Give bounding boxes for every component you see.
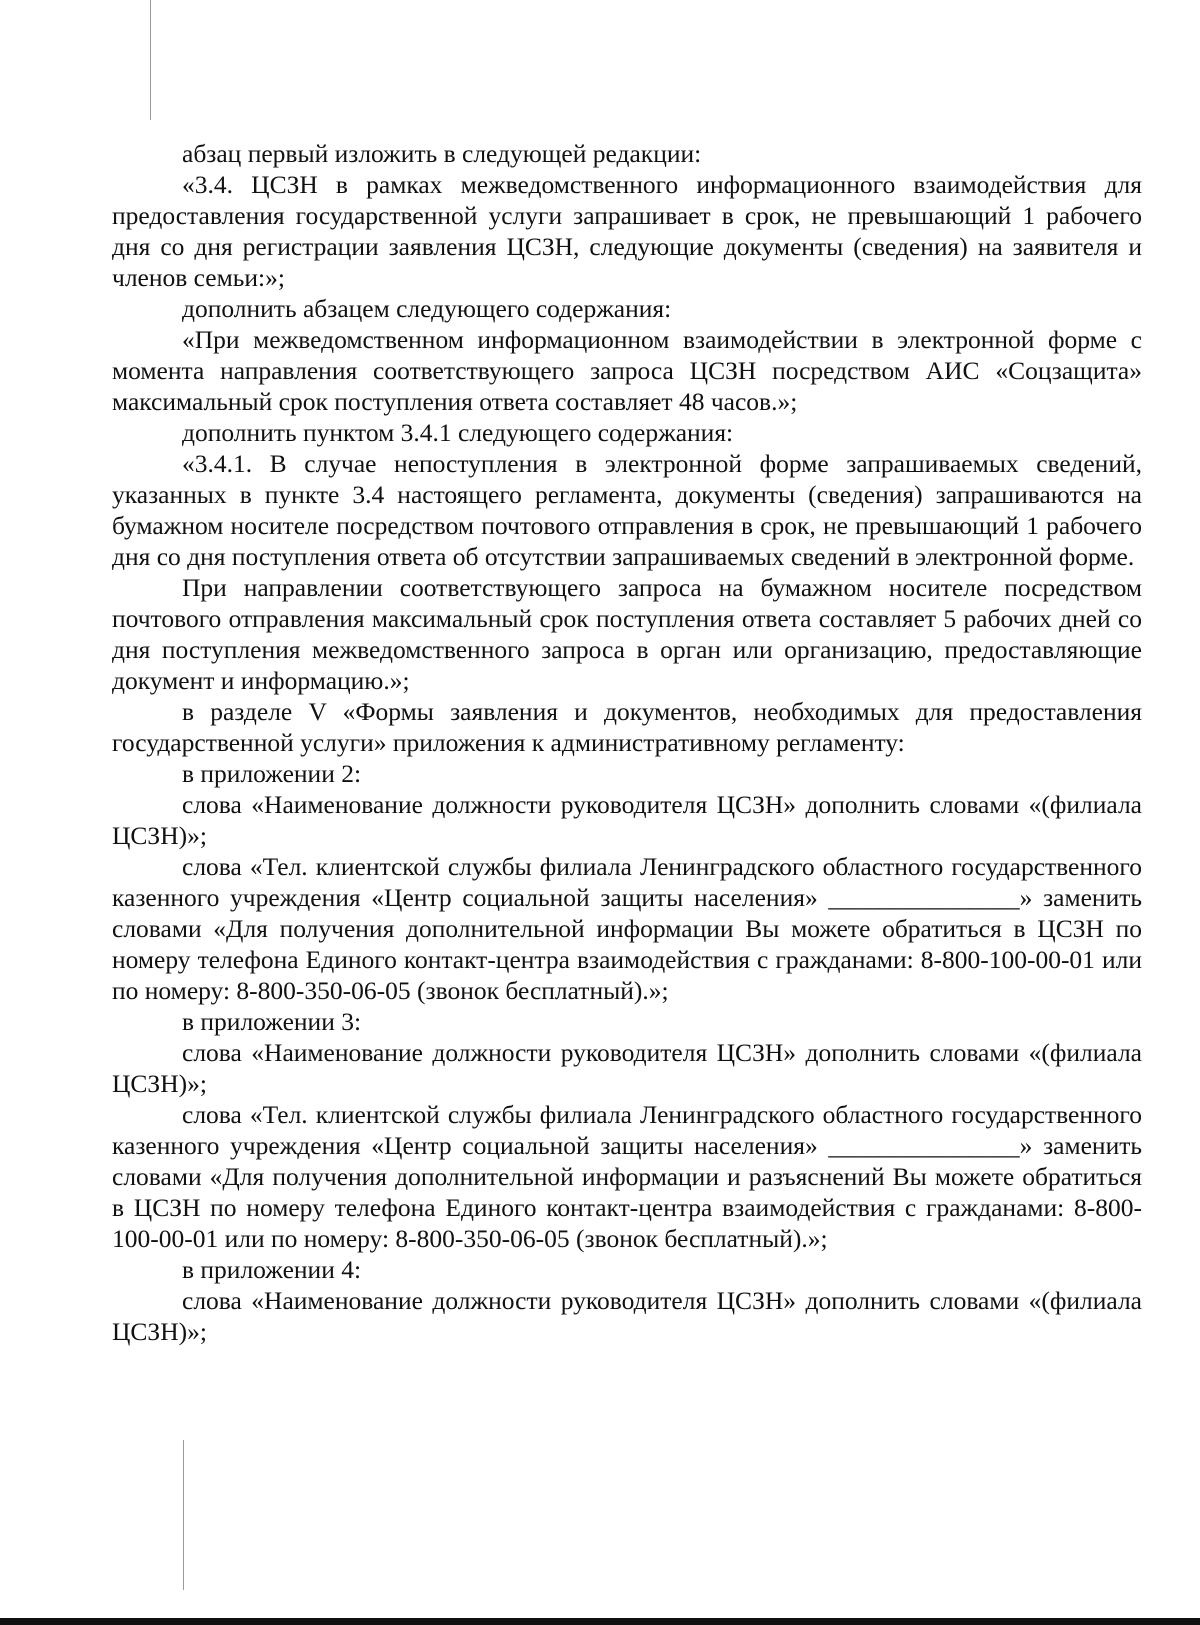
- paragraph-8: в разделе V «Формы заявления и документов, необходимых для предоставления государственной услуги» приложения к административному регламенту:: [112, 697, 1142, 757]
- paragraph-13: слова «Наименование должности руководителя ЦСЗН» дополнить словами «(филиала ЦСЗН)»;: [112, 1038, 1142, 1098]
- paragraph-9: в приложении 2:: [182, 759, 362, 788]
- scan-bottom-edge: [0, 1618, 1200, 1625]
- paragraph-15: в приложении 4:: [182, 1255, 362, 1284]
- paragraph-1: абзац первый изложить в следующей редакции:: [182, 139, 702, 168]
- scan-artifact-line: [183, 1440, 184, 1590]
- paragraph-4: «При межведомственном информационном взаимодействии в электронной форме с момента направления соответствующего запроса ЦСЗН посредством АИС «Соцзащита» максимальный срок поступления ответа составляет 48 часов.»;: [112, 325, 1142, 416]
- paragraph-3: дополнить абзацем следующего содержания:: [182, 294, 672, 323]
- paragraph-14: слова «Тел. клиентской службы филиала Ленинградского областного государственного казенного учреждения «Центр социальной защиты населения» _______________» заменить словами «Для получения дополнительной информации и разъяснений Вы можете обратиться в ЦСЗН по номеру телефона Единого контакт-центра взаимодействия с гражданами: 8-800-100-00-01 или по номеру: 8-800-350-06-05 (звонок бесплатный).»;: [112, 1100, 1142, 1253]
- paragraph-6: «3.4.1. В случае непоступления в электронной форме запрашиваемых сведений, указанных в пункте 3.4 настоящего регламента, документы (сведения) запрашиваются на бумажном носителе посредством почтового отправления в срок, не превышающий 1 рабочего дня со дня поступления ответа об отсутствии запрашиваемых сведений в электронной форме.: [112, 449, 1142, 571]
- scan-artifact-line: [150, 0, 151, 120]
- paragraph-7: При направлении соответствующего запроса на бумажном носителе посредством почтового отправления максимальный срок поступления ответа составляет 5 рабочих дней со дня поступления межведомственного запроса в орган или организацию, предоставляющие документ и информацию.»;: [112, 573, 1142, 695]
- paragraph-5: дополнить пунктом 3.4.1 следующего содержания:: [182, 418, 734, 447]
- document-page: [112, 138, 1142, 1347]
- paragraph-16: слова «Наименование должности руководителя ЦСЗН» дополнить словами «(филиала ЦСЗН)»;: [112, 1286, 1142, 1346]
- paragraph-12: в приложении 3:: [182, 1007, 362, 1036]
- paragraph-11: слова «Тел. клиентской службы филиала Ленинградского областного государственного казенного учреждения «Центр социальной защиты населения» _______________» заменить словами «Для получения дополнительной информации Вы можете обратиться в ЦСЗН по номеру телефона Единого контакт-центра взаимодействия с гражданами: 8-800-100-00-01 или по номеру: 8-800-350-06-05 (звонок бесплатный).»;: [112, 852, 1142, 1005]
- paragraph-2: «3.4. ЦСЗН в рамках межведомственного информационного взаимодействия для предоставления государственной услуги запрашивает в срок, не превышающий 1 рабочего дня со дня регистрации заявления ЦСЗН, следующие документы (сведения) на заявителя и членов семьи:»;: [112, 170, 1142, 292]
- paragraph-10: слова «Наименование должности руководителя ЦСЗН» дополнить словами «(филиала ЦСЗН)»;: [112, 790, 1142, 850]
